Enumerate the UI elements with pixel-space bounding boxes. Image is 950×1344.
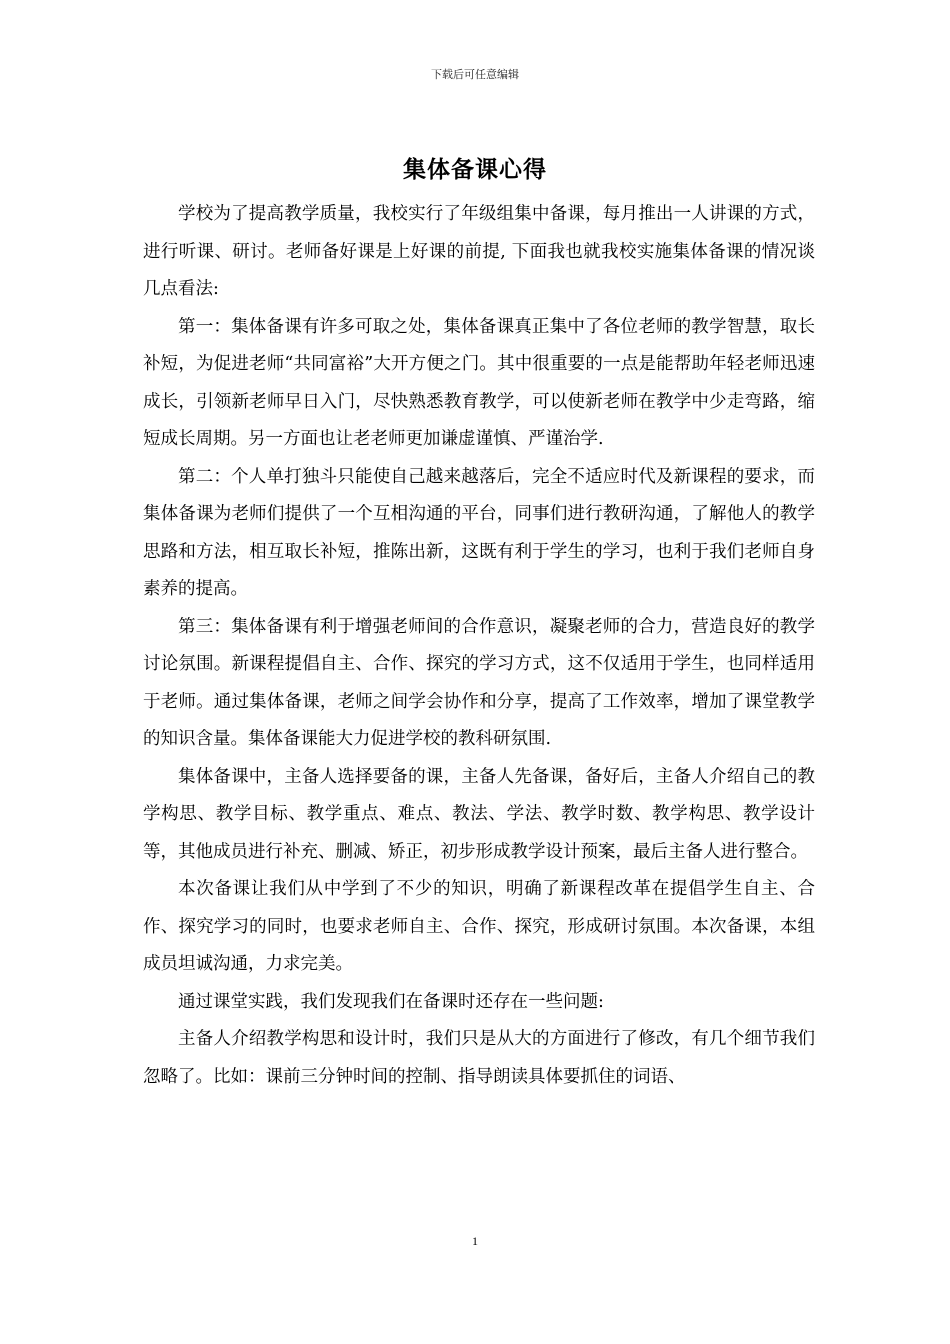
- paragraph: 第一：集体备课有许多可取之处，集体备课真正集中了各位老师的教学智慧，取长补短，为促进老师“共同富裕”大开方便之门。其中很重要的一点是能帮助年轻老师迅速成长，引领新老师早日入门，尽快熟悉教育教学，可以使新老师在教学中少走弯路，缩短成长周期。另一方面也让老老师更加谦虚谨慎、严谨治学.: [143, 316, 815, 449]
- document-title: 集体备课心得: [403, 157, 547, 183]
- paragraph: 主备人介绍教学构思和设计时，我们只是从大的方面进行了修改，有几个细节我们忽略了。比如：课前三分钟时间的控制、指导朗读具体要抓住的词语、: [143, 1029, 815, 1087]
- paragraph: 通过课堂实践，我们发现我们在备课时还存在一些问题:: [178, 991, 604, 1012]
- page-number: 1: [472, 1234, 478, 1248]
- paragraph: 集体备课中，主备人选择要备的课，主备人先备课，备好后，主备人介绍自己的教学构思、教学目标、教学重点、难点、教法、学法、教学时数、教学构思、教学设计等，其他成员进行补充、删减、矫正，初步形成教学设计预案，最后主备人进行整合。: [143, 766, 815, 862]
- paragraph: 学校为了提高教学质量，我校实行了年级组集中备课，每月推出一人讲课的方式，进行听课、研讨。老师备好课是上好课的前提, 下面我也就我校实施集体备课的情况谈几点看法:: [143, 204, 815, 299]
- paragraph: 第二：个人单打独斗只能使自己越来越落后，完全不适应时代及新课程的要求，而集体备课为老师们提供了一个互相沟通的平台，同事们进行教研沟通，了解他人的教学思路和方法，相互取长补短，推陈出新，这既有利于学生的学习，也利于我们老师自身素养的提高。: [143, 466, 815, 599]
- paragraph: 第三：集体备课有利于增强老师间的合作意识，凝聚老师的合力，营造良好的教学讨论氛围。新课程提倡自主、合作、探究的学习方式，这不仅适用于学生，也同样适用于老师。通过集体备课，老师之间学会协作和分享，提高了工作效率，增加了课堂教学的知识含量。集体备课能大力促进学校的教科研氛围.: [143, 616, 815, 749]
- page-header: 下载后可任意编辑: [431, 68, 519, 81]
- paragraph: 本次备课让我们从中学到了不少的知识，明确了新课程改革在提倡学生自主、合作、探究学习的同时，也要求老师自主、合作、探究，形成研讨氛围。本次备课，本组成员坦诚沟通，力求完美。: [143, 879, 815, 974]
- document-body: [143, 196, 815, 1096]
